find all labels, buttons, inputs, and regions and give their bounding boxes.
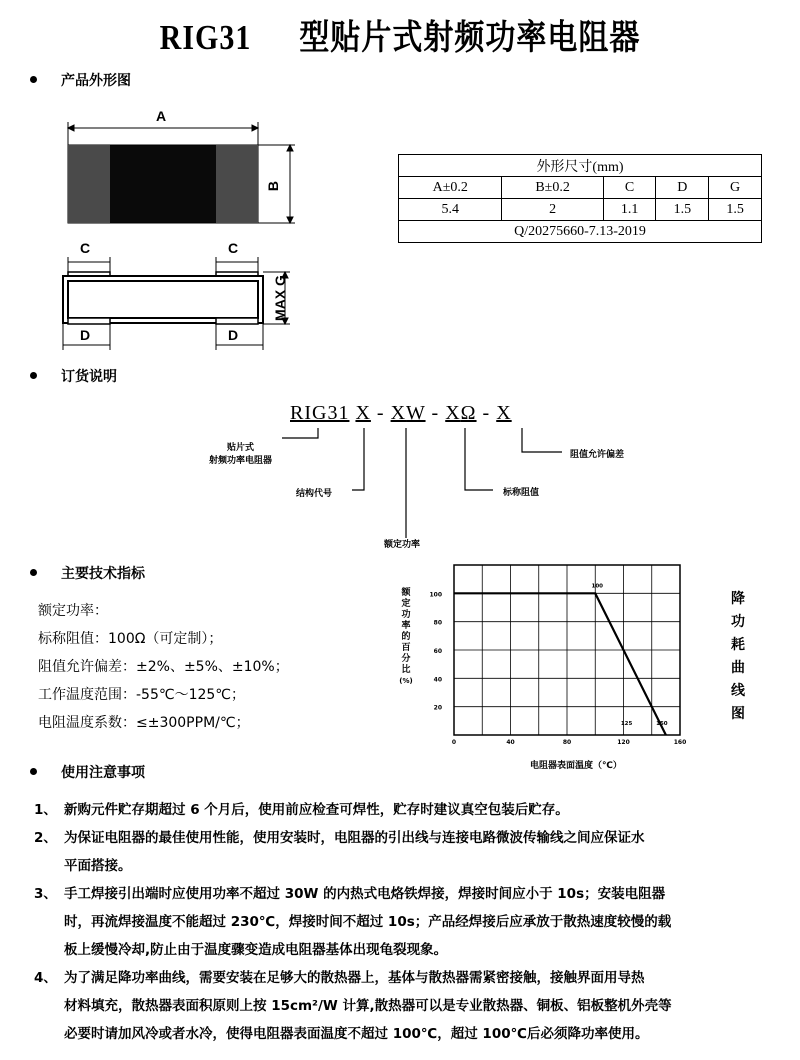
y-tick-label: 20: [433, 704, 442, 712]
label-type: 贴片式 射频功率电阻器: [208, 443, 272, 466]
label-d-right: D: [228, 327, 239, 343]
annotation-label: 150: [656, 721, 668, 727]
label-c-left: C: [80, 240, 91, 256]
label-tol: 阻值允许偏差: [570, 450, 625, 460]
table-header-row: [399, 177, 762, 199]
note-item: 2、 为保证电阻器的最佳使用性能，使用安装时，电阻器的引出线与连接电路微波传输线之间应保证水 平面搭接。: [34, 830, 645, 874]
order-leader-lines: [0, 420, 800, 550]
code-prefix: RIG31: [290, 402, 350, 424]
spec-item: 电阻温度系数：≤±300PPM/℃；: [38, 715, 250, 731]
section-notes: 使用注意事项: [30, 762, 145, 782]
table-cell: 5.4: [399, 199, 502, 221]
table-cell: 1.5: [709, 199, 762, 221]
table-cell: 1.1: [603, 199, 656, 221]
bullet-icon: [30, 76, 37, 83]
code-x3: X: [445, 402, 461, 424]
x-tick-label: 160: [673, 739, 687, 746]
y-tick-label: 100: [429, 591, 442, 599]
y-tick-label: 40: [433, 676, 442, 684]
label-max-g: MAX G: [271, 275, 288, 321]
side-view: [63, 257, 290, 350]
code-unit-ohm: Ω: [460, 402, 477, 424]
code-x2: X: [390, 402, 407, 424]
x-tick-label: 40: [506, 739, 515, 746]
label-b: B: [265, 180, 282, 192]
label-power: 额定功率: [384, 540, 421, 550]
page-title: [0, 9, 800, 60]
code-sep: -: [376, 402, 385, 424]
title-model: RIG31: [159, 19, 252, 57]
top-view: [68, 122, 295, 223]
table-value-row: [399, 199, 762, 221]
label-c-right: C: [228, 240, 239, 256]
note-item: 4、 为了满足降功率曲线，需要安装在足够大的散热器上，基体与散热器需紧密接触，接触界面用导热 材料填充，散热器表面积原则上按 15cm²/W 计算,散热器可以是专业散热器、铜板、铝板整机外壳等 必要时请加风冷或者水冷，使得电阻器表面温度不超过 100℃，超过 100℃后必须降功率使用。: [34, 970, 672, 1042]
table-header: C: [603, 177, 656, 199]
y-tick-label: 80: [433, 619, 442, 627]
label-d-left: D: [80, 327, 91, 343]
code-unit-w: W: [406, 402, 426, 424]
y-tick-label: 60: [433, 648, 442, 655]
section-specs: 主要技术指标: [30, 563, 145, 583]
label-nominal: 标称阻值: [503, 488, 540, 498]
dimension-table: [398, 154, 762, 243]
derating-chart: [420, 555, 720, 775]
spec-item: 标称阻值：100Ω（可定制）；: [38, 631, 223, 647]
note-item: 1、 新购元件贮存期超过 6 个月后，使用前应检查可焊性，贮存时建议真空包装后贮存。: [34, 802, 569, 818]
notes-list: [34, 796, 774, 1048]
chart-xlabel: 电阻器表面温度（℃）: [530, 761, 622, 771]
outline-drawing: [40, 100, 340, 360]
table-header: G: [709, 177, 762, 199]
table-caption: 外形尺寸(mm): [399, 155, 762, 177]
code-sep: -: [482, 402, 491, 424]
label-struct: 结构代号: [296, 489, 333, 499]
label-a: A: [156, 108, 167, 124]
code-x4: X: [496, 402, 512, 424]
chart-ylabel: 额 定 功 率 的 百 分 比 (%): [399, 588, 413, 685]
section-outline: 产品外形图: [30, 70, 131, 90]
x-tick-label: 0: [451, 739, 457, 746]
bullet-icon: [30, 372, 37, 379]
code-sep: -: [431, 402, 440, 424]
bullet-icon: [30, 569, 37, 576]
chart-title: 降 功 耗 曲 线 图: [731, 591, 745, 722]
table-header: A±0.2: [399, 177, 502, 199]
section-ordering: 订货说明: [30, 366, 117, 386]
x-tick-label: 120: [617, 739, 630, 746]
title-name: 型贴片式射频功率电阻器: [299, 17, 641, 59]
spec-item: 额定功率：: [38, 603, 108, 619]
x-tick-label: 80: [562, 739, 572, 746]
table-standard: Q/20275660-7.13-2019: [399, 221, 762, 243]
code-x1: X: [355, 402, 371, 424]
annotation-label: 100: [591, 583, 603, 590]
table-header: B±0.2: [502, 177, 603, 199]
table-cell: 2: [502, 199, 603, 221]
annotation-label: 125: [620, 721, 633, 727]
spec-item: 阻值允许偏差：±2%、±5%、±10%；: [38, 659, 289, 675]
spec-item: 工作温度范围：-55℃～125℃；: [38, 687, 246, 703]
table-cell: 1.5: [656, 199, 709, 221]
note-item: 3、 手工焊接引出端时应使用功率不超过 30W 的内热式电烙铁焊接，焊接时间应小于 10s；安装电阻器 时，再流焊接温度不能超过 230℃，焊接时间不超过 10s；产品经焊接后应承放于散热速度较慢的载 板上缓慢冷却,防止由于温度骤变造成电阻器基体出现龟裂现象。: [34, 886, 672, 958]
spec-list: [38, 597, 289, 737]
bullet-icon: [30, 768, 37, 775]
table-header: D: [656, 177, 709, 199]
series-line: [454, 593, 666, 735]
